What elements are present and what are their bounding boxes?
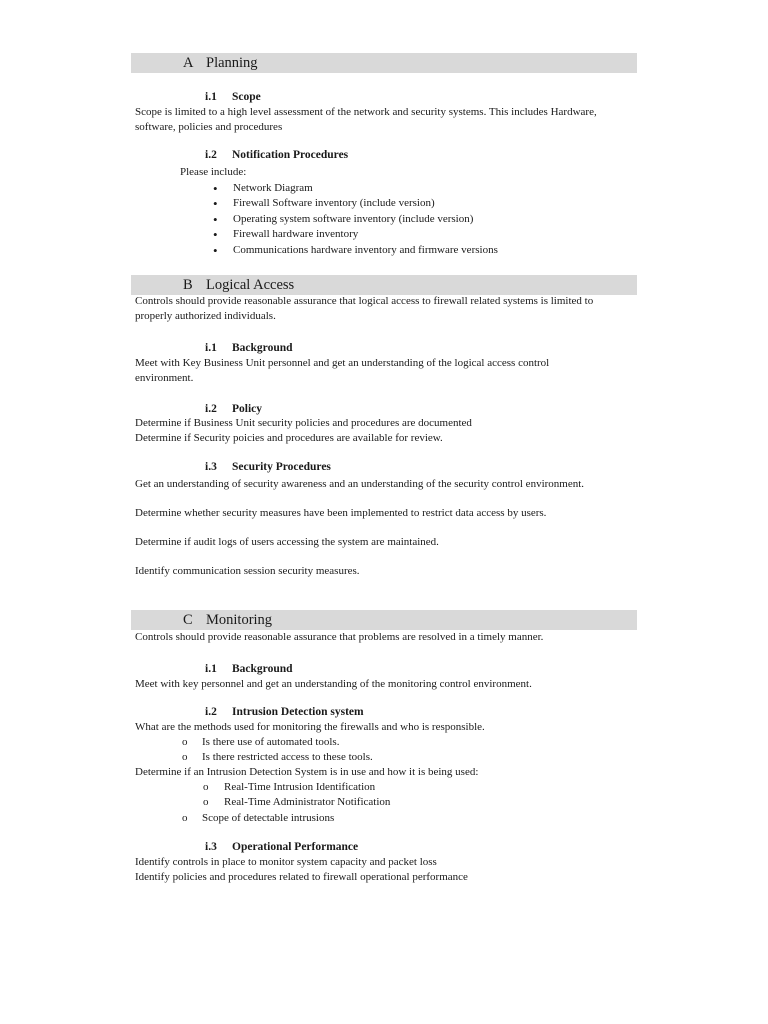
list-item-text: Real-Time Intrusion Identification bbox=[224, 781, 376, 793]
subheading-title: Notification Procedures bbox=[232, 149, 349, 161]
security-text-line-1: Get an understanding of security awareness and an understanding of the security control environment. bbox=[135, 478, 585, 490]
section-b-header bbox=[131, 275, 637, 295]
security-text-line-2: Determine whether security measures have been implemented to restrict data access by users. bbox=[135, 507, 547, 519]
monitoring-background-text: Meet with key personnel and get an understanding of the monitoring control environment. bbox=[135, 678, 532, 690]
subheading-operational-performance bbox=[205, 840, 358, 855]
scope-text-line-1: Scope is limited to a high level assessment of the network and security systems. This includes Hardware, bbox=[135, 106, 597, 118]
logical-access-intro-line-1: Controls should provide reasonable assurance that logical access to firewall related systems is limited to bbox=[135, 295, 594, 307]
bullet-icon: • bbox=[213, 196, 218, 211]
subheading-title: Intrusion Detection system bbox=[232, 706, 364, 718]
subheading-background bbox=[205, 341, 293, 356]
subheading-number: i.2 bbox=[205, 706, 217, 718]
list-item-text: Is there restricted access to these tools. bbox=[202, 751, 373, 763]
bullet-icon: • bbox=[213, 243, 218, 258]
security-text-line-3: Determine if audit logs of users accessing the system are maintained. bbox=[135, 536, 439, 548]
policy-text-line-2: Determine if Security poicies and procedures are available for review. bbox=[135, 432, 443, 444]
subheading-number: i.2 bbox=[205, 149, 217, 161]
subheading-title: Scope bbox=[232, 91, 261, 103]
subheading-number: i.1 bbox=[205, 663, 217, 675]
section-a-title: Planning bbox=[206, 55, 258, 71]
background-text-line-1: Meet with Key Business Unit personnel and get an understanding of the logical access control bbox=[135, 357, 550, 369]
list-item-text: Communications hardware inventory and firmware versions bbox=[233, 244, 498, 256]
section-a-letter: A bbox=[183, 55, 194, 71]
subheading-number: i.1 bbox=[205, 342, 217, 354]
subheading-number: i.3 bbox=[205, 841, 217, 853]
subheading-number: i.3 bbox=[205, 461, 217, 473]
list-item-text: Real-Time Administrator Notification bbox=[224, 796, 391, 808]
background-text-line-2: environment. bbox=[135, 372, 194, 384]
operational-text-line-1: Identify controls in place to monitor system capacity and packet loss bbox=[135, 856, 437, 868]
ids-question-1: What are the methods used for monitoring the firewalls and who is responsible. bbox=[135, 721, 485, 733]
section-c-title: Monitoring bbox=[206, 612, 273, 628]
subheading-number: i.1 bbox=[205, 91, 217, 103]
bullet-icon: • bbox=[213, 212, 218, 227]
list-item-text: Is there use of automated tools. bbox=[202, 736, 340, 748]
section-c-letter: C bbox=[183, 612, 193, 628]
list-item-text: Network Diagram bbox=[233, 182, 313, 194]
subheading-background bbox=[205, 662, 293, 677]
policy-text-line-1: Determine if Business Unit security policies and procedures are documented bbox=[135, 417, 472, 429]
section-b-title: Logical Access bbox=[206, 277, 295, 293]
security-text-line-4: Identify communication session security measures. bbox=[135, 565, 360, 577]
list-item-text: Firewall hardware inventory bbox=[233, 228, 359, 240]
subheading-scope bbox=[205, 90, 261, 105]
list-item-text: Operating system software inventory (include version) bbox=[233, 213, 474, 225]
section-a-header bbox=[131, 53, 637, 73]
subheading-notification bbox=[205, 148, 348, 163]
monitoring-intro: Controls should provide reasonable assurance that problems are resolved in a timely manner. bbox=[135, 631, 544, 643]
subheading-title: Background bbox=[232, 342, 293, 354]
bullet-icon: • bbox=[213, 181, 218, 196]
subheading-title: Operational Performance bbox=[232, 841, 359, 853]
section-c-header bbox=[131, 610, 637, 630]
circle-bullet-icon: o bbox=[182, 812, 188, 824]
circle-bullet-icon: o bbox=[182, 736, 188, 748]
circle-bullet-icon: o bbox=[203, 796, 209, 808]
logical-access-intro-line-2: properly authorized individuals. bbox=[135, 310, 276, 322]
list-item-text: Firewall Software inventory (include version) bbox=[233, 197, 435, 209]
subheading-security-procedures bbox=[205, 460, 331, 475]
list-item-text: Scope of detectable intrusions bbox=[202, 812, 335, 824]
circle-bullet-icon: o bbox=[182, 751, 188, 763]
subheading-intrusion-detection bbox=[205, 705, 364, 720]
subheading-title: Security Procedures bbox=[232, 461, 331, 473]
ids-question-2: Determine if an Intrusion Detection System is in use and how it is being used: bbox=[135, 766, 479, 778]
operational-text-line-2: Identify policies and procedures related to firewall operational performance bbox=[135, 871, 468, 883]
section-b-letter: B bbox=[183, 277, 193, 293]
scope-text-line-2: software, policies and procedures bbox=[135, 121, 283, 133]
notification-intro: Please include: bbox=[180, 166, 247, 178]
subheading-title: Background bbox=[232, 663, 293, 675]
subheading-number: i.2 bbox=[205, 403, 217, 415]
circle-bullet-icon: o bbox=[203, 781, 209, 793]
subheading-title: Policy bbox=[232, 403, 263, 415]
subheading-policy bbox=[205, 402, 262, 417]
bullet-icon: • bbox=[213, 227, 218, 242]
